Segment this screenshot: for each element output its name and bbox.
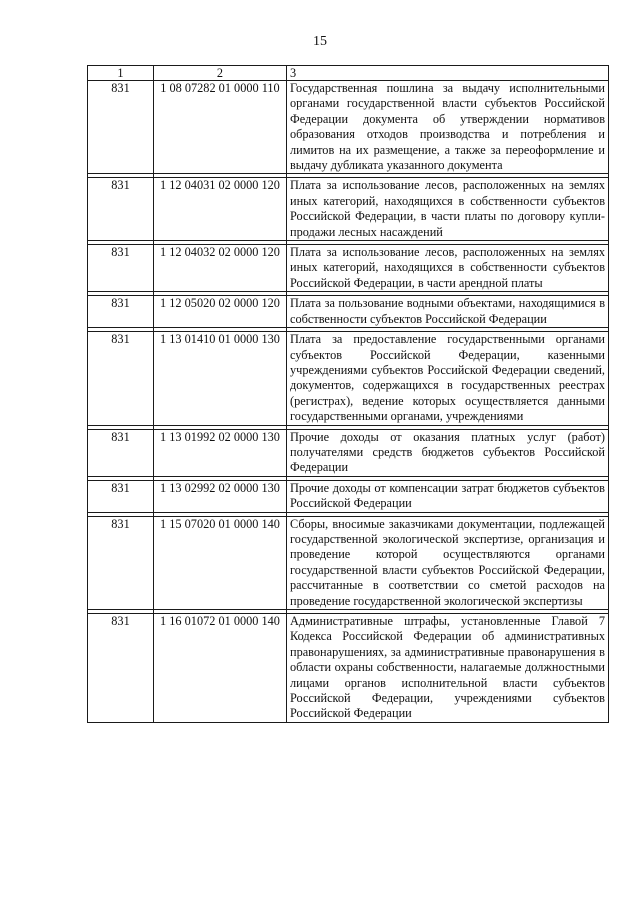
column-header-2: 2: [154, 66, 287, 81]
description-cell: Плата за пользование водными объектами, находящимися в собственности субъектов Российской Федерации: [287, 296, 609, 328]
description-cell: Прочие доходы от компенсации затрат бюджетов субъектов Российской Федерации: [287, 480, 609, 512]
page-number: 15: [313, 34, 327, 49]
revenue-code-cell: 1 12 05020 02 0000 120: [154, 296, 287, 328]
revenue-code-cell: 1 16 01072 01 0000 140: [154, 614, 287, 723]
column-header-1: 1: [88, 66, 154, 81]
group-code-cell: 831: [88, 614, 154, 723]
table-row: [88, 516, 609, 609]
table-row: [88, 480, 609, 512]
description-cell: Сборы, вносимые заказчиками документации, подлежащей государственной экологической экспертизе, организация и проведение которой осуществляются органами государственной власти субъектов Российской Федерации, рассчитанные в соответствии со сметой расходов на проведение государственной экологической экспертизы: [287, 516, 609, 609]
group-code-cell: 831: [88, 178, 154, 241]
table-header-row: [88, 66, 609, 81]
revenue-code-cell: 1 13 02992 02 0000 130: [154, 480, 287, 512]
group-code-cell: 831: [88, 332, 154, 425]
table-row: [88, 332, 609, 425]
description-cell: Административные штрафы, установленные Главой 7 Кодекса Российской Федерации об административных правонарушениях, за административные правонарушения в области охраны собственности, налагаемые должностными лицами органов исполнительной власти субъектов Российской Федерации, учреждениями субъектов Российской Федерации: [287, 614, 609, 723]
column-header-3: 3: [287, 66, 609, 81]
group-code-cell: 831: [88, 429, 154, 476]
description-cell: Плата за предоставление государственными органами субъектов Российской Федерации, казенными учреждениями субъектов Российской Федерации сведений, документов, содержащихся в государственных реестрах (регистрах), ведение которых осуществляется данными государственными органами, учреждениями: [287, 332, 609, 425]
description-cell: Плата за использование лесов, расположенных на землях иных категорий, находящихся в собственности субъектов Российской Федерации, в части арендной платы: [287, 245, 609, 292]
table-row: [88, 178, 609, 241]
revenue-codes-table: [87, 65, 609, 723]
revenue-code-cell: 1 12 04031 02 0000 120: [154, 178, 287, 241]
description-cell: Плата за использование лесов, расположенных на землях иных категорий, находящихся в собственности субъектов Российской Федерации, в части платы по договору купли-продажи лесных насаждений: [287, 178, 609, 241]
revenue-code-cell: 1 13 01992 02 0000 130: [154, 429, 287, 476]
table-row: [88, 245, 609, 292]
table-row: [88, 81, 609, 174]
group-code-cell: 831: [88, 245, 154, 292]
group-code-cell: 831: [88, 296, 154, 328]
revenue-code-cell: 1 08 07282 01 0000 110: [154, 81, 287, 174]
description-cell: Прочие доходы от оказания платных услуг (работ) получателями средств бюджетов субъектов Российской Федерации: [287, 429, 609, 476]
revenue-code-cell: 1 13 01410 01 0000 130: [154, 332, 287, 425]
table-row: [88, 296, 609, 328]
group-code-cell: 831: [88, 480, 154, 512]
table-row: [88, 429, 609, 476]
group-code-cell: 831: [88, 81, 154, 174]
table-row: [88, 614, 609, 723]
revenue-code-cell: 1 15 07020 01 0000 140: [154, 516, 287, 609]
revenue-code-cell: 1 12 04032 02 0000 120: [154, 245, 287, 292]
group-code-cell: 831: [88, 516, 154, 609]
description-cell: Государственная пошлина за выдачу исполнительными органами государственной власти субъектов Российской Федерации документа об утверждении нормативов образования отходов производства и потребления и лимитов на их размещение, а также за переоформление и выдачу дубликата указанного документа: [287, 81, 609, 174]
